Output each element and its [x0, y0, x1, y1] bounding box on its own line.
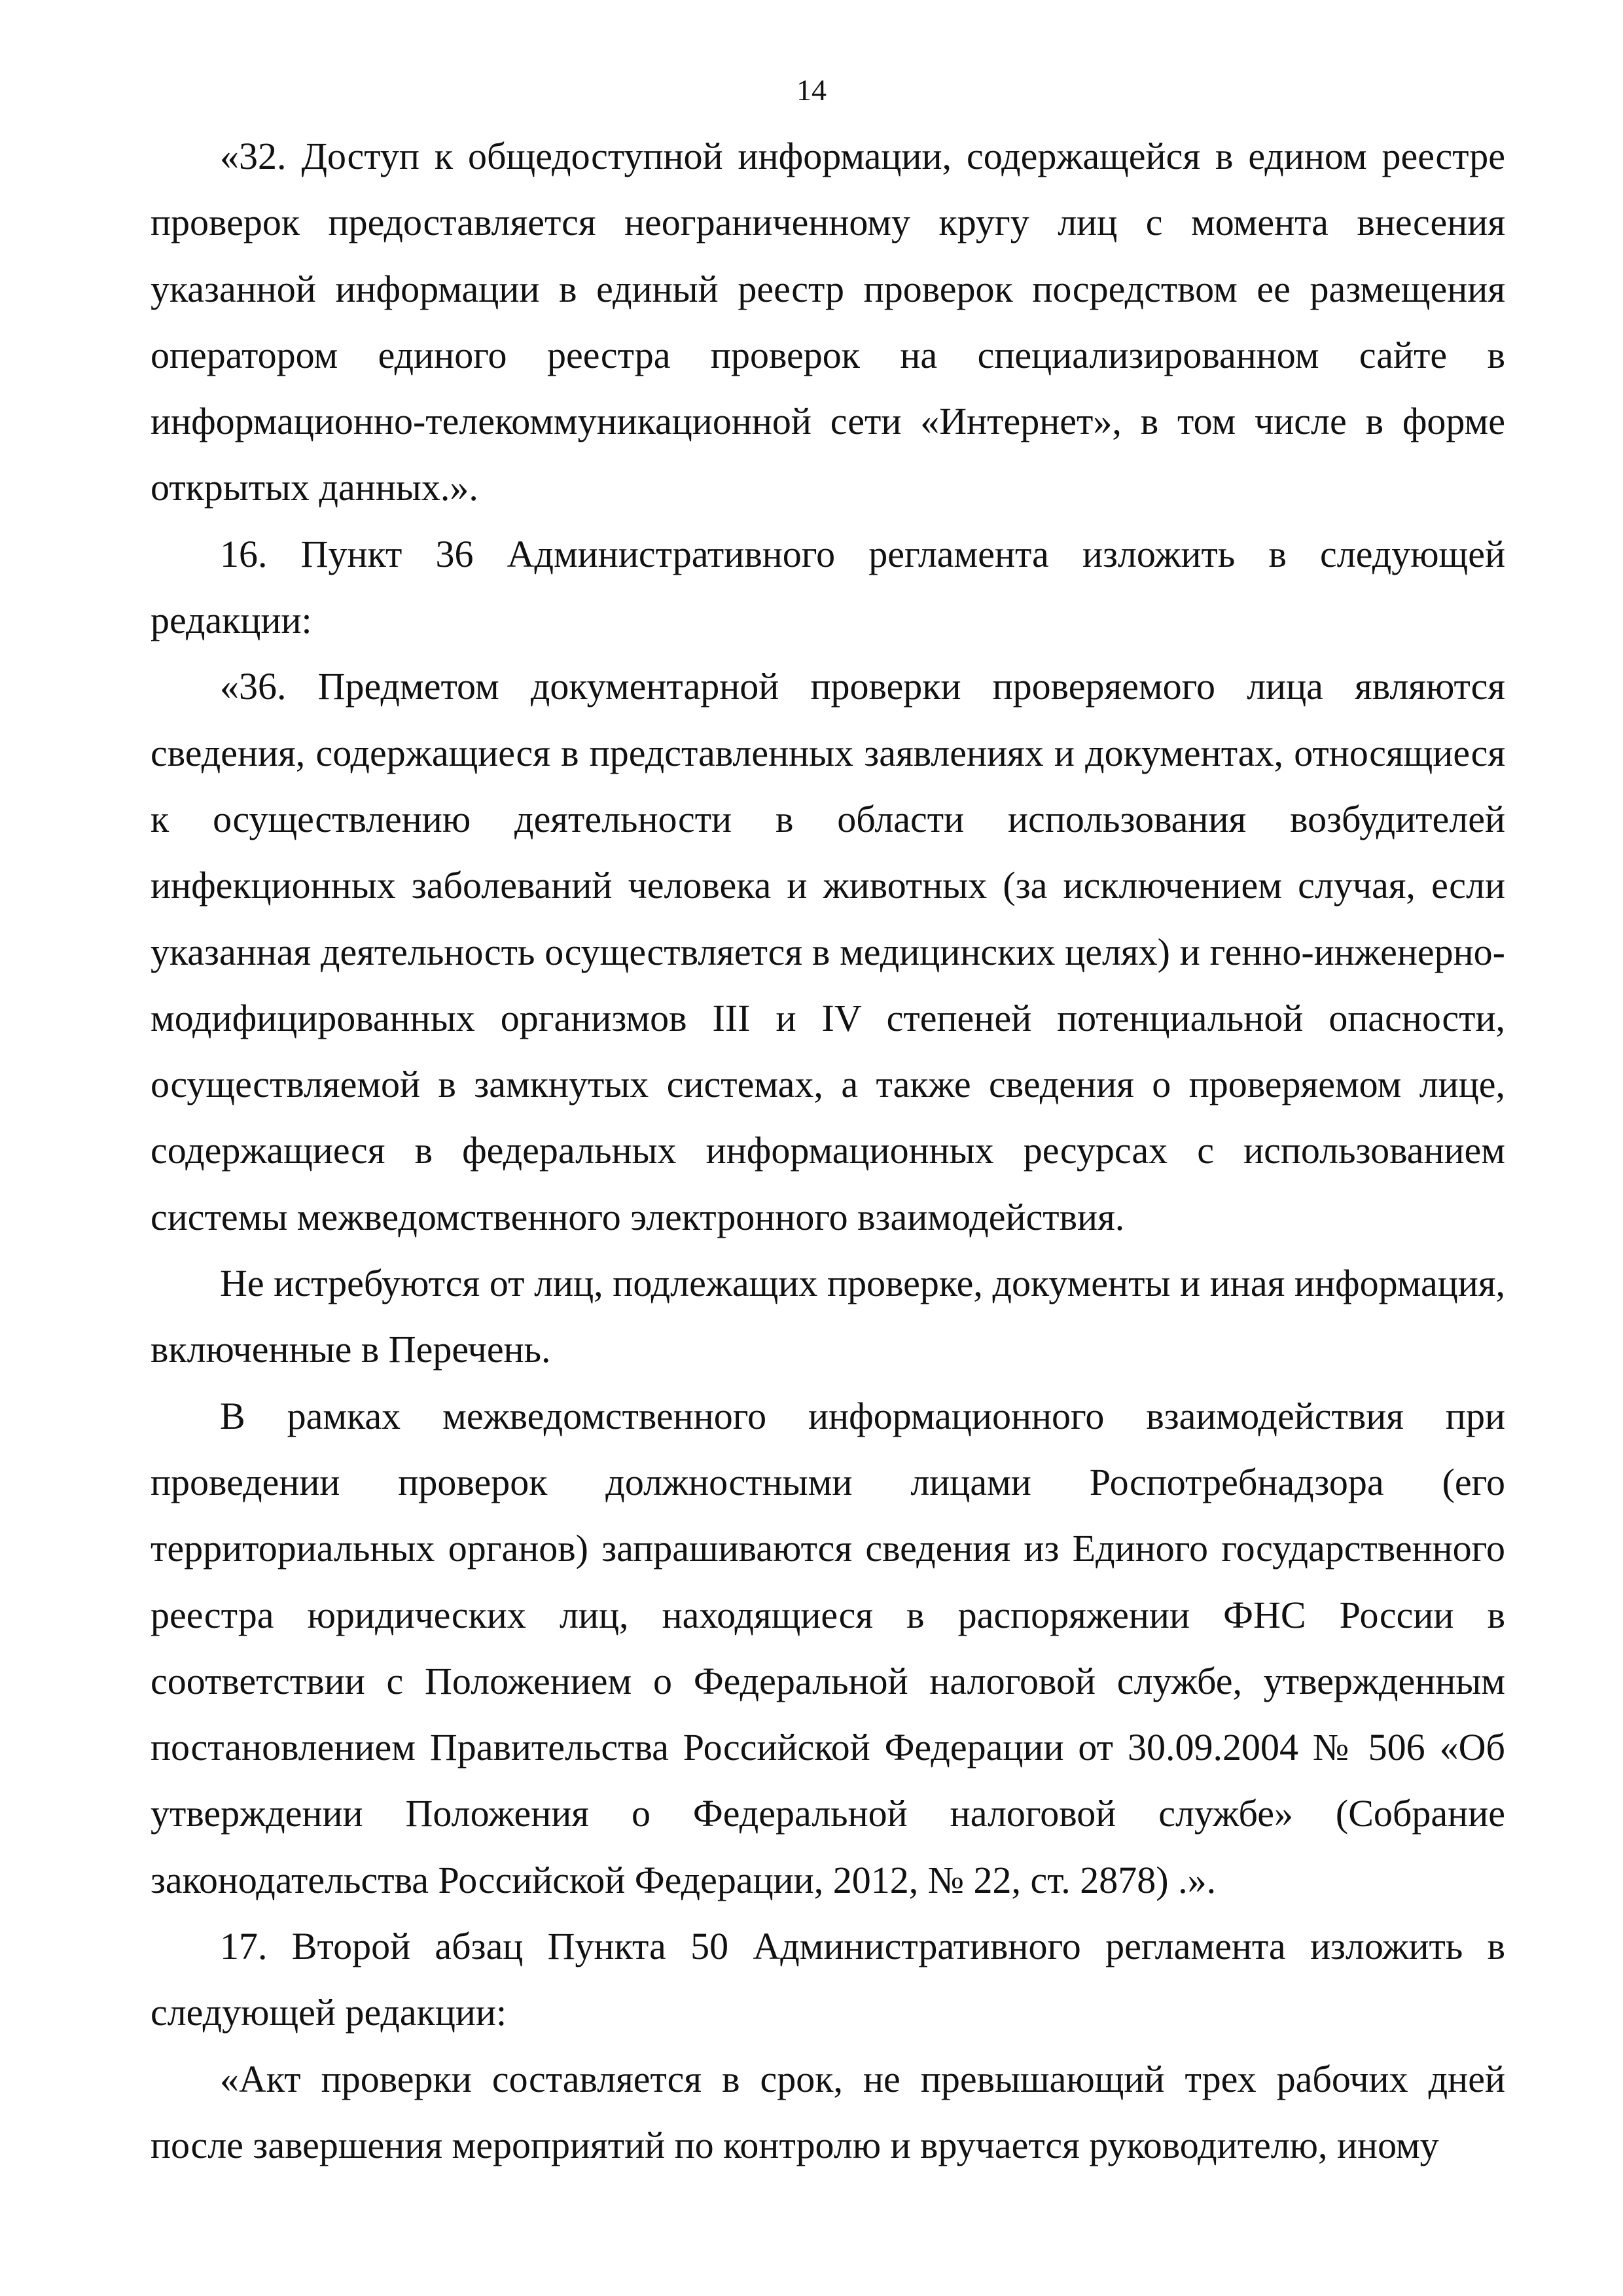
paragraph-inspection-act-quote: «Акт проверки составляется в срок, не превышающий трех рабочих дней после завершения мероприятий по контролю и вручается руководителю, иному: [151, 2057, 1505, 2166]
paragraph-interagency-interaction: В рамках межведомственного информационного взаимодействия при проведении проверок должностными лицами Роспотребнадзора (его территориальных органов) запрашиваются сведения из Единого государственного реестра юридических лиц, находящиеся в распоряжении ФНС России в соответствии с Положением о Федеральной налоговой службе, утвержденным постановлением Правительства Российской Федерации от 30.09.2004 № 506 «Об утверждении Положения о Федеральной налоговой службе» (Собрание законодательства Российской Федерации, 2012, № 22, ст. 2878) .».: [151, 1394, 1505, 1901]
paragraph-item-32-quote: «32. Доступ к общедоступной информации, содержащейся в едином реестре проверок предоставляется неограниченному кругу лиц с момента внесения указанной информации в единый реестр проверок посредством ее размещения оператором единого реестра проверок на специализированном сайте в информационно-телекоммуникационной сети «Интернет», в том числе в форме открытых данных.».: [151, 135, 1505, 509]
paragraph-amendment-17: 17. Второй абзац Пункта 50 Административного регламента изложить в следующей редакции:: [151, 1925, 1505, 2034]
document-body: [151, 123, 1505, 2178]
paragraph-item-36-quote: «36. Предметом документарной проверки проверяемого лица являются сведения, содержащиеся в представленных заявлениях и документах, относящиеся к осуществлению деятельности в области использования возбудителей инфекционных заболеваний человека и животных (за исключением случая, если указанная деятельность осуществляется в медицинских целях) и генно-инженерно-модифицированных организмов III и IV степеней потенциальной опасности, осуществляемой в замкнутых системах, а также сведения о проверяемом лице, содержащиеся в федеральных информационных ресурсах с использованием системы межведомственного электронного взаимодействия.: [151, 665, 1505, 1238]
page-number: 14: [796, 73, 827, 107]
paragraph-documents-not-required: Не истребуются от лиц, подлежащих проверке, документы и иная информация, включенные в Перечень.: [151, 1262, 1505, 1371]
paragraph-amendment-16: 16. Пункт 36 Административного регламента изложить в следующей редакции:: [151, 532, 1505, 642]
